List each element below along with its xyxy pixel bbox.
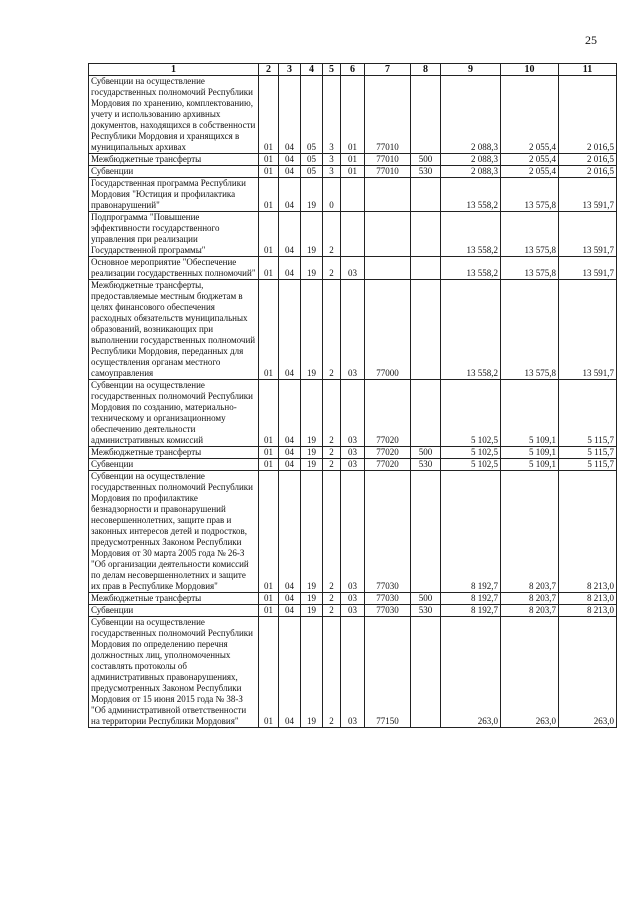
amount-year-1: 2 088,3 bbox=[441, 76, 501, 154]
table-row bbox=[89, 154, 617, 166]
code-program: 05 bbox=[301, 154, 323, 166]
code-ministry: 01 bbox=[259, 471, 279, 593]
table-body bbox=[89, 76, 617, 728]
code-ministry: 01 bbox=[259, 380, 279, 447]
column-header: 3 bbox=[279, 64, 301, 76]
amount-year-2: 2 055,4 bbox=[501, 166, 559, 178]
column-header: 7 bbox=[365, 64, 411, 76]
code-subprogram: 2 bbox=[323, 212, 341, 257]
code-subprogram: 3 bbox=[323, 76, 341, 154]
amount-year-3: 8 213,0 bbox=[559, 471, 617, 593]
row-description: Подпрограмма "Повышение эффективности государственного управления при реализации Государственной программы" bbox=[89, 212, 259, 257]
code-direction: 77010 bbox=[365, 166, 411, 178]
code-subprogram: 2 bbox=[323, 257, 341, 280]
table-row bbox=[89, 257, 617, 280]
code-subprogram: 3 bbox=[323, 166, 341, 178]
code-program: 19 bbox=[301, 617, 323, 728]
code-section: 04 bbox=[279, 380, 301, 447]
amount-year-3: 5 115,7 bbox=[559, 447, 617, 459]
code-subprogram: 3 bbox=[323, 154, 341, 166]
code-ministry: 01 bbox=[259, 166, 279, 178]
code-event: 03 bbox=[341, 617, 365, 728]
amount-year-1: 13 558,2 bbox=[441, 212, 501, 257]
amount-year-1: 8 192,7 bbox=[441, 471, 501, 593]
table-row bbox=[89, 471, 617, 593]
row-description: Межбюджетные трансферты bbox=[89, 593, 259, 605]
code-subprogram: 0 bbox=[323, 178, 341, 212]
code-expense-type: 530 bbox=[411, 605, 441, 617]
row-description: Межбюджетные трансферты, предоставляемые местным бюджетам в целях финансового обеспечения расходных обязательств муниципальных образований, возникающих при выполнении государственных полномочий Республики Мордовия, переданных для осуществления органам местного самоуправления bbox=[89, 280, 259, 380]
amount-year-2: 263,0 bbox=[501, 617, 559, 728]
code-section: 04 bbox=[279, 178, 301, 212]
code-event: 03 bbox=[341, 471, 365, 593]
code-direction bbox=[365, 178, 411, 212]
code-program: 19 bbox=[301, 257, 323, 280]
code-program: 19 bbox=[301, 447, 323, 459]
code-section: 04 bbox=[279, 617, 301, 728]
code-direction: 77030 bbox=[365, 471, 411, 593]
code-program: 19 bbox=[301, 212, 323, 257]
code-direction: 77020 bbox=[365, 380, 411, 447]
code-event: 01 bbox=[341, 154, 365, 166]
amount-year-2: 13 575,8 bbox=[501, 212, 559, 257]
amount-year-3: 13 591,7 bbox=[559, 280, 617, 380]
amount-year-3: 5 115,7 bbox=[559, 459, 617, 471]
code-subprogram: 2 bbox=[323, 471, 341, 593]
code-section: 04 bbox=[279, 257, 301, 280]
row-description: Межбюджетные трансферты bbox=[89, 154, 259, 166]
code-direction: 77150 bbox=[365, 617, 411, 728]
column-header: 9 bbox=[441, 64, 501, 76]
code-event: 03 bbox=[341, 605, 365, 617]
amount-year-2: 5 109,1 bbox=[501, 447, 559, 459]
header-row bbox=[89, 64, 617, 76]
amount-year-1: 8 192,7 bbox=[441, 593, 501, 605]
amount-year-3: 263,0 bbox=[559, 617, 617, 728]
code-subprogram: 2 bbox=[323, 617, 341, 728]
amount-year-2: 2 055,4 bbox=[501, 154, 559, 166]
code-ministry: 01 bbox=[259, 257, 279, 280]
column-header: 11 bbox=[559, 64, 617, 76]
code-ministry: 01 bbox=[259, 617, 279, 728]
table-row bbox=[89, 166, 617, 178]
row-description: Межбюджетные трансферты bbox=[89, 447, 259, 459]
code-program: 05 bbox=[301, 76, 323, 154]
code-section: 04 bbox=[279, 212, 301, 257]
code-section: 04 bbox=[279, 593, 301, 605]
row-description: Субвенции на осуществление государственных полномочий Республики Мордовия по профилактике безнадзорности и правонарушений несовершеннолетних, защите прав и законных интересов детей и подростков, предусмотренных Законом Республики Мордовия от 30 марта 2005 года № 26-З "Об организации деятельности комиссий по делам несовершеннолетних и защите их прав в Республике Мордовия" bbox=[89, 471, 259, 593]
row-description: Субвенции bbox=[89, 605, 259, 617]
table-row bbox=[89, 459, 617, 471]
code-program: 19 bbox=[301, 280, 323, 380]
column-header: 10 bbox=[501, 64, 559, 76]
code-section: 04 bbox=[279, 76, 301, 154]
code-expense-type: 500 bbox=[411, 593, 441, 605]
code-expense-type bbox=[411, 280, 441, 380]
row-description: Субвенции bbox=[89, 166, 259, 178]
amount-year-3: 8 213,0 bbox=[559, 593, 617, 605]
code-subprogram: 2 bbox=[323, 380, 341, 447]
table-row bbox=[89, 447, 617, 459]
code-expense-type: 530 bbox=[411, 459, 441, 471]
code-ministry: 01 bbox=[259, 459, 279, 471]
code-subprogram: 2 bbox=[323, 280, 341, 380]
amount-year-3: 8 213,0 bbox=[559, 605, 617, 617]
code-ministry: 01 bbox=[259, 280, 279, 380]
code-direction: 77010 bbox=[365, 76, 411, 154]
amount-year-3: 13 591,7 bbox=[559, 257, 617, 280]
column-header: 4 bbox=[301, 64, 323, 76]
amount-year-2: 5 109,1 bbox=[501, 380, 559, 447]
table-row bbox=[89, 605, 617, 617]
code-direction bbox=[365, 257, 411, 280]
code-direction: 77020 bbox=[365, 459, 411, 471]
amount-year-2: 8 203,7 bbox=[501, 471, 559, 593]
code-program: 05 bbox=[301, 166, 323, 178]
code-program: 19 bbox=[301, 471, 323, 593]
amount-year-2: 13 575,8 bbox=[501, 280, 559, 380]
amount-year-1: 13 558,2 bbox=[441, 178, 501, 212]
code-expense-type: 500 bbox=[411, 154, 441, 166]
amount-year-1: 13 558,2 bbox=[441, 257, 501, 280]
code-section: 04 bbox=[279, 605, 301, 617]
table-row bbox=[89, 212, 617, 257]
code-program: 19 bbox=[301, 178, 323, 212]
code-expense-type bbox=[411, 178, 441, 212]
amount-year-3: 13 591,7 bbox=[559, 212, 617, 257]
code-event bbox=[341, 212, 365, 257]
code-section: 04 bbox=[279, 280, 301, 380]
code-expense-type: 500 bbox=[411, 447, 441, 459]
amount-year-3: 13 591,7 bbox=[559, 178, 617, 212]
amount-year-2: 8 203,7 bbox=[501, 605, 559, 617]
row-description: Государственная программа Республики Мордовия "Юстиция и профилактика правонарушений" bbox=[89, 178, 259, 212]
amount-year-1: 5 102,5 bbox=[441, 380, 501, 447]
code-expense-type bbox=[411, 212, 441, 257]
amount-year-2: 2 055,4 bbox=[501, 76, 559, 154]
code-event bbox=[341, 178, 365, 212]
code-event: 03 bbox=[341, 447, 365, 459]
column-header: 5 bbox=[323, 64, 341, 76]
code-expense-type bbox=[411, 257, 441, 280]
code-direction: 77010 bbox=[365, 154, 411, 166]
amount-year-1: 5 102,5 bbox=[441, 447, 501, 459]
row-description: Субвенции на осуществление государственных полномочий Республики Мордовия по созданию, материально-техническому и организационному обеспечению деятельности административных комиссий bbox=[89, 380, 259, 447]
code-ministry: 01 bbox=[259, 76, 279, 154]
code-event: 01 bbox=[341, 76, 365, 154]
code-event: 03 bbox=[341, 280, 365, 380]
code-section: 04 bbox=[279, 154, 301, 166]
code-event: 01 bbox=[341, 166, 365, 178]
amount-year-1: 13 558,2 bbox=[441, 280, 501, 380]
code-subprogram: 2 bbox=[323, 593, 341, 605]
table-row bbox=[89, 280, 617, 380]
table-row bbox=[89, 593, 617, 605]
code-ministry: 01 bbox=[259, 605, 279, 617]
column-header: 6 bbox=[341, 64, 365, 76]
row-description: Субвенции на осуществление государственных полномочий Республики Мордовия по хранению, комплектованию, учету и использованию архивных документов, находящихся в собственности Республики Мордовия и хранящихся в муниципальных архивах bbox=[89, 76, 259, 154]
code-program: 19 bbox=[301, 380, 323, 447]
code-section: 04 bbox=[279, 447, 301, 459]
table-row bbox=[89, 617, 617, 728]
code-section: 04 bbox=[279, 471, 301, 593]
amount-year-3: 5 115,7 bbox=[559, 380, 617, 447]
code-program: 19 bbox=[301, 593, 323, 605]
amount-year-1: 2 088,3 bbox=[441, 166, 501, 178]
code-section: 04 bbox=[279, 166, 301, 178]
code-direction bbox=[365, 212, 411, 257]
code-subprogram: 2 bbox=[323, 459, 341, 471]
amount-year-1: 2 088,3 bbox=[441, 154, 501, 166]
budget-table bbox=[88, 63, 617, 728]
code-subprogram: 2 bbox=[323, 605, 341, 617]
code-ministry: 01 bbox=[259, 593, 279, 605]
code-event: 03 bbox=[341, 257, 365, 280]
code-direction: 77030 bbox=[365, 605, 411, 617]
table-row bbox=[89, 380, 617, 447]
code-event: 03 bbox=[341, 593, 365, 605]
amount-year-3: 2 016,5 bbox=[559, 166, 617, 178]
code-ministry: 01 bbox=[259, 154, 279, 166]
code-expense-type: 530 bbox=[411, 166, 441, 178]
code-ministry: 01 bbox=[259, 447, 279, 459]
column-header: 1 bbox=[89, 64, 259, 76]
amount-year-1: 8 192,7 bbox=[441, 605, 501, 617]
code-direction: 77020 bbox=[365, 447, 411, 459]
code-expense-type bbox=[411, 617, 441, 728]
amount-year-1: 5 102,5 bbox=[441, 459, 501, 471]
code-direction: 77030 bbox=[365, 593, 411, 605]
row-description: Субвенции на осуществление государственных полномочий Республики Мордовия по определению перечня должностных лиц, уполномоченных составлять протоколы об административных правонарушениях, предусмотренных Законом Республики Мордовия от 15 июня 2015 года № 38-З "Об административной ответственности на территории Республики Мордовия" bbox=[89, 617, 259, 728]
code-expense-type bbox=[411, 76, 441, 154]
code-expense-type bbox=[411, 471, 441, 593]
amount-year-3: 2 016,5 bbox=[559, 76, 617, 154]
amount-year-1: 263,0 bbox=[441, 617, 501, 728]
code-ministry: 01 bbox=[259, 178, 279, 212]
column-header: 2 bbox=[259, 64, 279, 76]
row-description: Основное мероприятие "Обеспечение реализации государственных полномочий" bbox=[89, 257, 259, 280]
amount-year-2: 5 109,1 bbox=[501, 459, 559, 471]
code-expense-type bbox=[411, 380, 441, 447]
table-row bbox=[89, 76, 617, 154]
code-program: 19 bbox=[301, 459, 323, 471]
code-ministry: 01 bbox=[259, 212, 279, 257]
table-row bbox=[89, 178, 617, 212]
column-header: 8 bbox=[411, 64, 441, 76]
code-event: 03 bbox=[341, 459, 365, 471]
row-description: Субвенции bbox=[89, 459, 259, 471]
code-direction: 77000 bbox=[365, 280, 411, 380]
amount-year-2: 13 575,8 bbox=[501, 178, 559, 212]
code-event: 03 bbox=[341, 380, 365, 447]
code-section: 04 bbox=[279, 459, 301, 471]
amount-year-2: 8 203,7 bbox=[501, 593, 559, 605]
code-subprogram: 2 bbox=[323, 447, 341, 459]
amount-year-3: 2 016,5 bbox=[559, 154, 617, 166]
code-program: 19 bbox=[301, 605, 323, 617]
amount-year-2: 13 575,8 bbox=[501, 257, 559, 280]
page-number: 25 bbox=[585, 33, 597, 47]
